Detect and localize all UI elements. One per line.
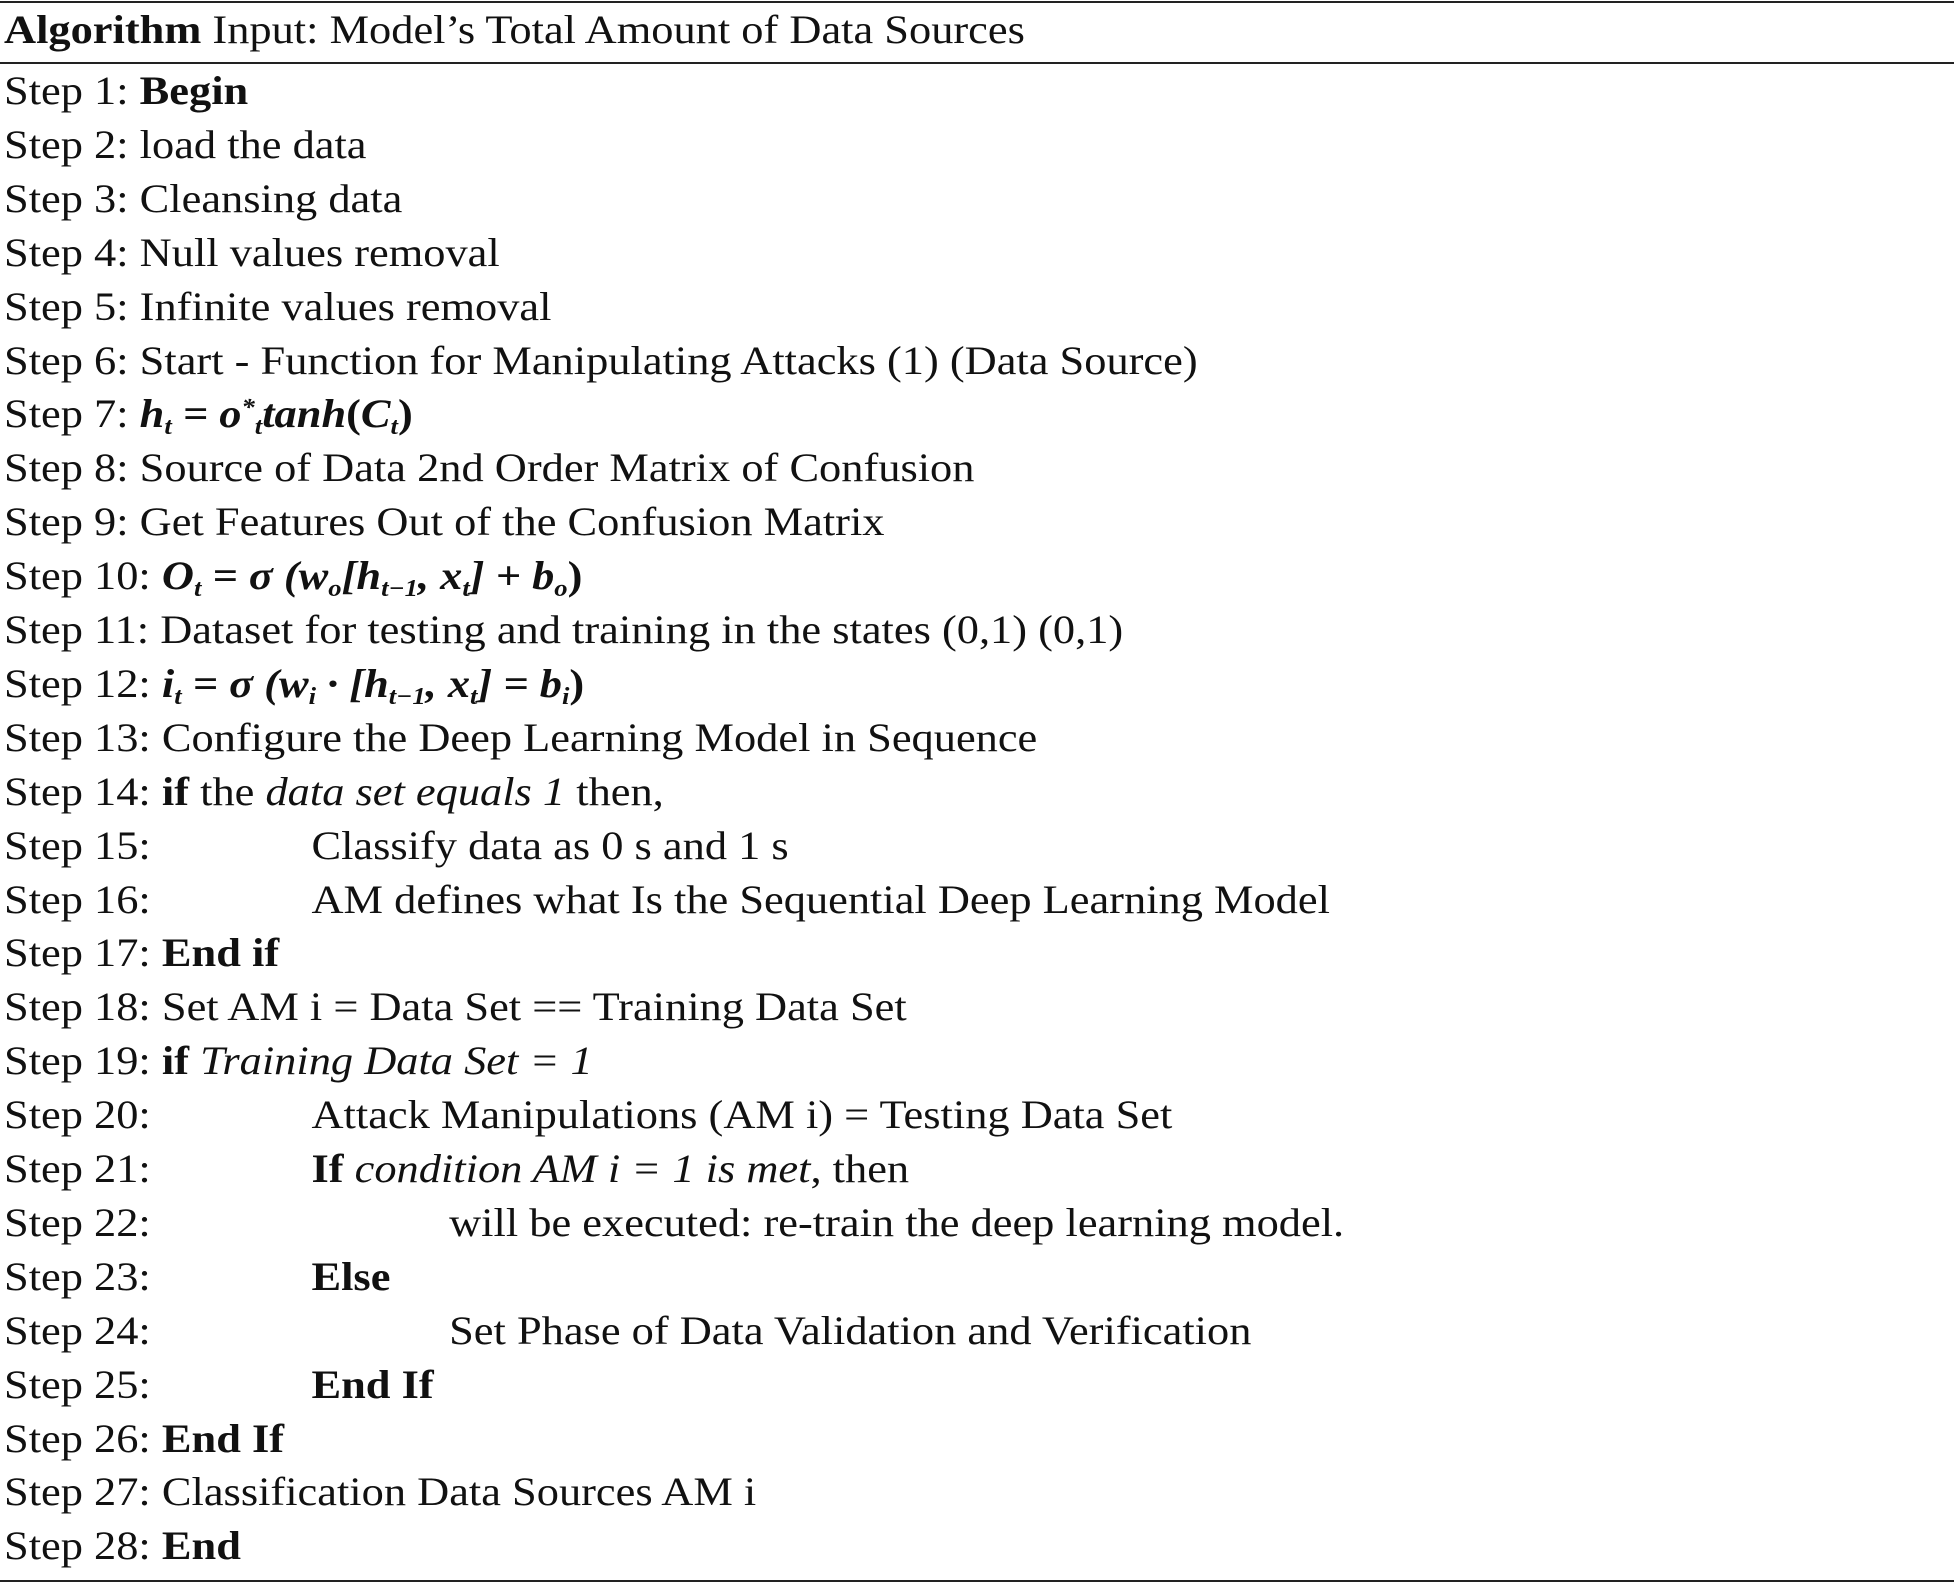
step-body	[311, 1088, 1172, 1142]
step-text: , then	[810, 1146, 910, 1191]
bottom-rule	[0, 1580, 1954, 1582]
step-text: Infinite values removal	[139, 283, 552, 329]
step-text: tanh	[262, 391, 347, 437]
step-label: Step 8:	[4, 445, 140, 491]
step-text: O	[161, 553, 194, 599]
step-text: t	[470, 684, 478, 711]
step-body	[449, 1196, 1344, 1250]
step-text: Get Features Out of the Confusion Matrix	[139, 499, 885, 545]
step-text: (	[346, 391, 361, 437]
algorithm-step	[4, 495, 884, 549]
step-text: h	[139, 391, 165, 437]
step-text: Dataset for testing and training in the states (0,1) (0,1)	[160, 607, 1124, 652]
algorithm-step	[4, 172, 402, 226]
step-label: Step 20:	[4, 1092, 151, 1138]
algorithm-step	[4, 765, 664, 819]
step-label: Step 24:	[4, 1307, 151, 1353]
algorithm-step	[4, 1412, 284, 1466]
step-text: Cleansing data	[139, 175, 403, 221]
algorithm-header	[4, 3, 1025, 57]
step-text: o	[328, 576, 342, 603]
algorithm-step	[4, 926, 279, 980]
algorithm-step	[4, 1465, 756, 1519]
step-label: Step 18:	[4, 984, 162, 1030]
algorithm-step	[4, 549, 582, 603]
step-text: )	[397, 391, 413, 437]
step-text: i	[561, 684, 570, 711]
step-text: t−1	[381, 576, 418, 603]
algorithm-step	[4, 1304, 1252, 1358]
step-label: Step 7:	[4, 391, 140, 437]
algorithm-step	[4, 819, 789, 873]
step-label: Step 13:	[4, 714, 162, 760]
step-label: Step 3:	[4, 175, 140, 221]
step-text: , x	[417, 553, 463, 599]
step-text: then,	[565, 768, 664, 814]
step-label: Step 12:	[4, 660, 162, 706]
step-text: · [h	[315, 660, 389, 706]
step-label: Step 5:	[4, 283, 140, 329]
algorithm-step	[4, 711, 1037, 765]
algorithm-step	[4, 441, 974, 495]
step-label: Step 11:	[4, 607, 161, 652]
algorithm-step	[4, 226, 500, 280]
step-text: )	[567, 553, 583, 599]
step-body	[311, 1358, 433, 1412]
step-text: = o	[171, 391, 242, 437]
step-body	[311, 1142, 909, 1196]
step-text: Training Data Set = 1	[200, 1038, 593, 1084]
algorithm-step	[4, 387, 413, 441]
step-text: o	[554, 576, 568, 603]
algorithm-step	[4, 657, 584, 711]
step-label: Step 2:	[4, 121, 140, 167]
algorithm-step	[4, 64, 248, 118]
step-text: = σ (w	[201, 553, 329, 599]
algorithm-step	[4, 118, 367, 172]
algorithm-step	[4, 873, 1330, 927]
step-text: ] + b	[469, 553, 555, 599]
algorithm-step	[4, 1250, 391, 1304]
step-body	[311, 873, 1329, 927]
step-text: data set equals 1	[265, 768, 566, 814]
step-label: Step 17:	[4, 930, 162, 976]
step-text: Start - Function for Manipulating Attacks (1) (Data Source)	[139, 337, 1198, 383]
header-rule	[0, 62, 1954, 64]
step-label: Step 4:	[4, 229, 140, 275]
step-text: if	[161, 768, 190, 814]
step-text: Else	[311, 1253, 391, 1299]
step-label: Step 14:	[4, 768, 162, 814]
step-text: AM defines what Is the Sequential Deep Learning Model	[311, 876, 1330, 922]
step-label: Step 28:	[4, 1523, 162, 1569]
step-text: If	[311, 1146, 344, 1191]
step-text: ] = b	[477, 660, 562, 706]
algorithm-step	[4, 1196, 1345, 1250]
step-text: Classification Data Sources AM i	[161, 1469, 757, 1515]
step-text: t	[164, 414, 172, 441]
step-text: if	[161, 1038, 190, 1084]
algorithm-step	[4, 280, 551, 334]
step-label: Step 15:	[4, 822, 151, 868]
step-text: = σ (w	[181, 660, 309, 706]
step-label: Step 27:	[4, 1469, 162, 1515]
step-label: Step 19:	[4, 1038, 162, 1084]
step-body	[311, 819, 788, 873]
step-label: Step 23:	[4, 1253, 151, 1299]
step-label: Step 1:	[4, 68, 140, 113]
step-text	[189, 1038, 200, 1083]
step-text: C	[360, 391, 391, 437]
step-text: t	[174, 684, 182, 711]
step-text: Set AM i = Data Set == Training Data Set	[161, 984, 907, 1030]
step-text: Set Phase of Data Validation and Verification	[449, 1307, 1252, 1353]
step-label: Step 9:	[4, 499, 140, 545]
step-body	[311, 1250, 390, 1304]
step-text: End	[161, 1523, 241, 1569]
algorithm-label: Algorithm	[4, 7, 202, 52]
step-label: Step 26:	[4, 1415, 162, 1461]
step-text: , x	[425, 660, 471, 706]
step-text: t−1	[388, 684, 426, 711]
algorithm-step	[4, 1034, 593, 1088]
step-text: will be executed: re-train the deep learning model.	[449, 1199, 1345, 1245]
step-text: i	[161, 660, 175, 706]
step-text: End if	[161, 930, 280, 976]
step-text: Attack Manipulations (AM i) = Testing Data Set	[311, 1092, 1173, 1138]
algorithm-step	[4, 1519, 241, 1573]
step-text: End If	[161, 1415, 285, 1461]
algorithm-step	[4, 1358, 434, 1412]
step-text: Source of Data 2nd Order Matrix of Confusion	[139, 445, 975, 491]
step-text: )	[569, 660, 585, 706]
step-text: End If	[311, 1361, 434, 1407]
step-text: t	[462, 576, 470, 603]
step-text: the	[189, 768, 266, 814]
step-label: Step 25:	[4, 1361, 151, 1407]
algorithm-input-text: Input: Model’s Total Amount of Data Sources	[201, 7, 1025, 52]
step-label: Step 22:	[4, 1199, 151, 1245]
step-text: t	[193, 576, 202, 603]
step-text: [h	[341, 553, 382, 599]
step-body	[449, 1304, 1251, 1358]
algorithm-step	[4, 334, 1198, 388]
step-label: Step 21:	[4, 1146, 151, 1191]
step-label: Step 10:	[4, 553, 162, 599]
algorithm-step	[4, 1142, 910, 1196]
algorithm-step	[4, 980, 907, 1034]
step-text: Classify data as 0 s and 1 s	[311, 822, 789, 868]
step-text: condition AM i = 1 is met	[354, 1146, 811, 1191]
step-text	[344, 1146, 355, 1191]
step-label: Step 6:	[4, 337, 140, 383]
step-text: *	[241, 395, 255, 422]
algorithm-step	[4, 1088, 1173, 1142]
step-text: t	[254, 414, 263, 441]
step-text: Null values removal	[139, 229, 500, 275]
step-text: load the data	[139, 121, 367, 167]
step-text: Begin	[139, 68, 249, 113]
step-text: i	[308, 684, 316, 711]
step-label: Step 16:	[4, 876, 151, 922]
algorithm-step	[4, 603, 1123, 657]
step-text: t	[390, 414, 398, 441]
step-text: Configure the Deep Learning Model in Sequence	[161, 714, 1038, 760]
